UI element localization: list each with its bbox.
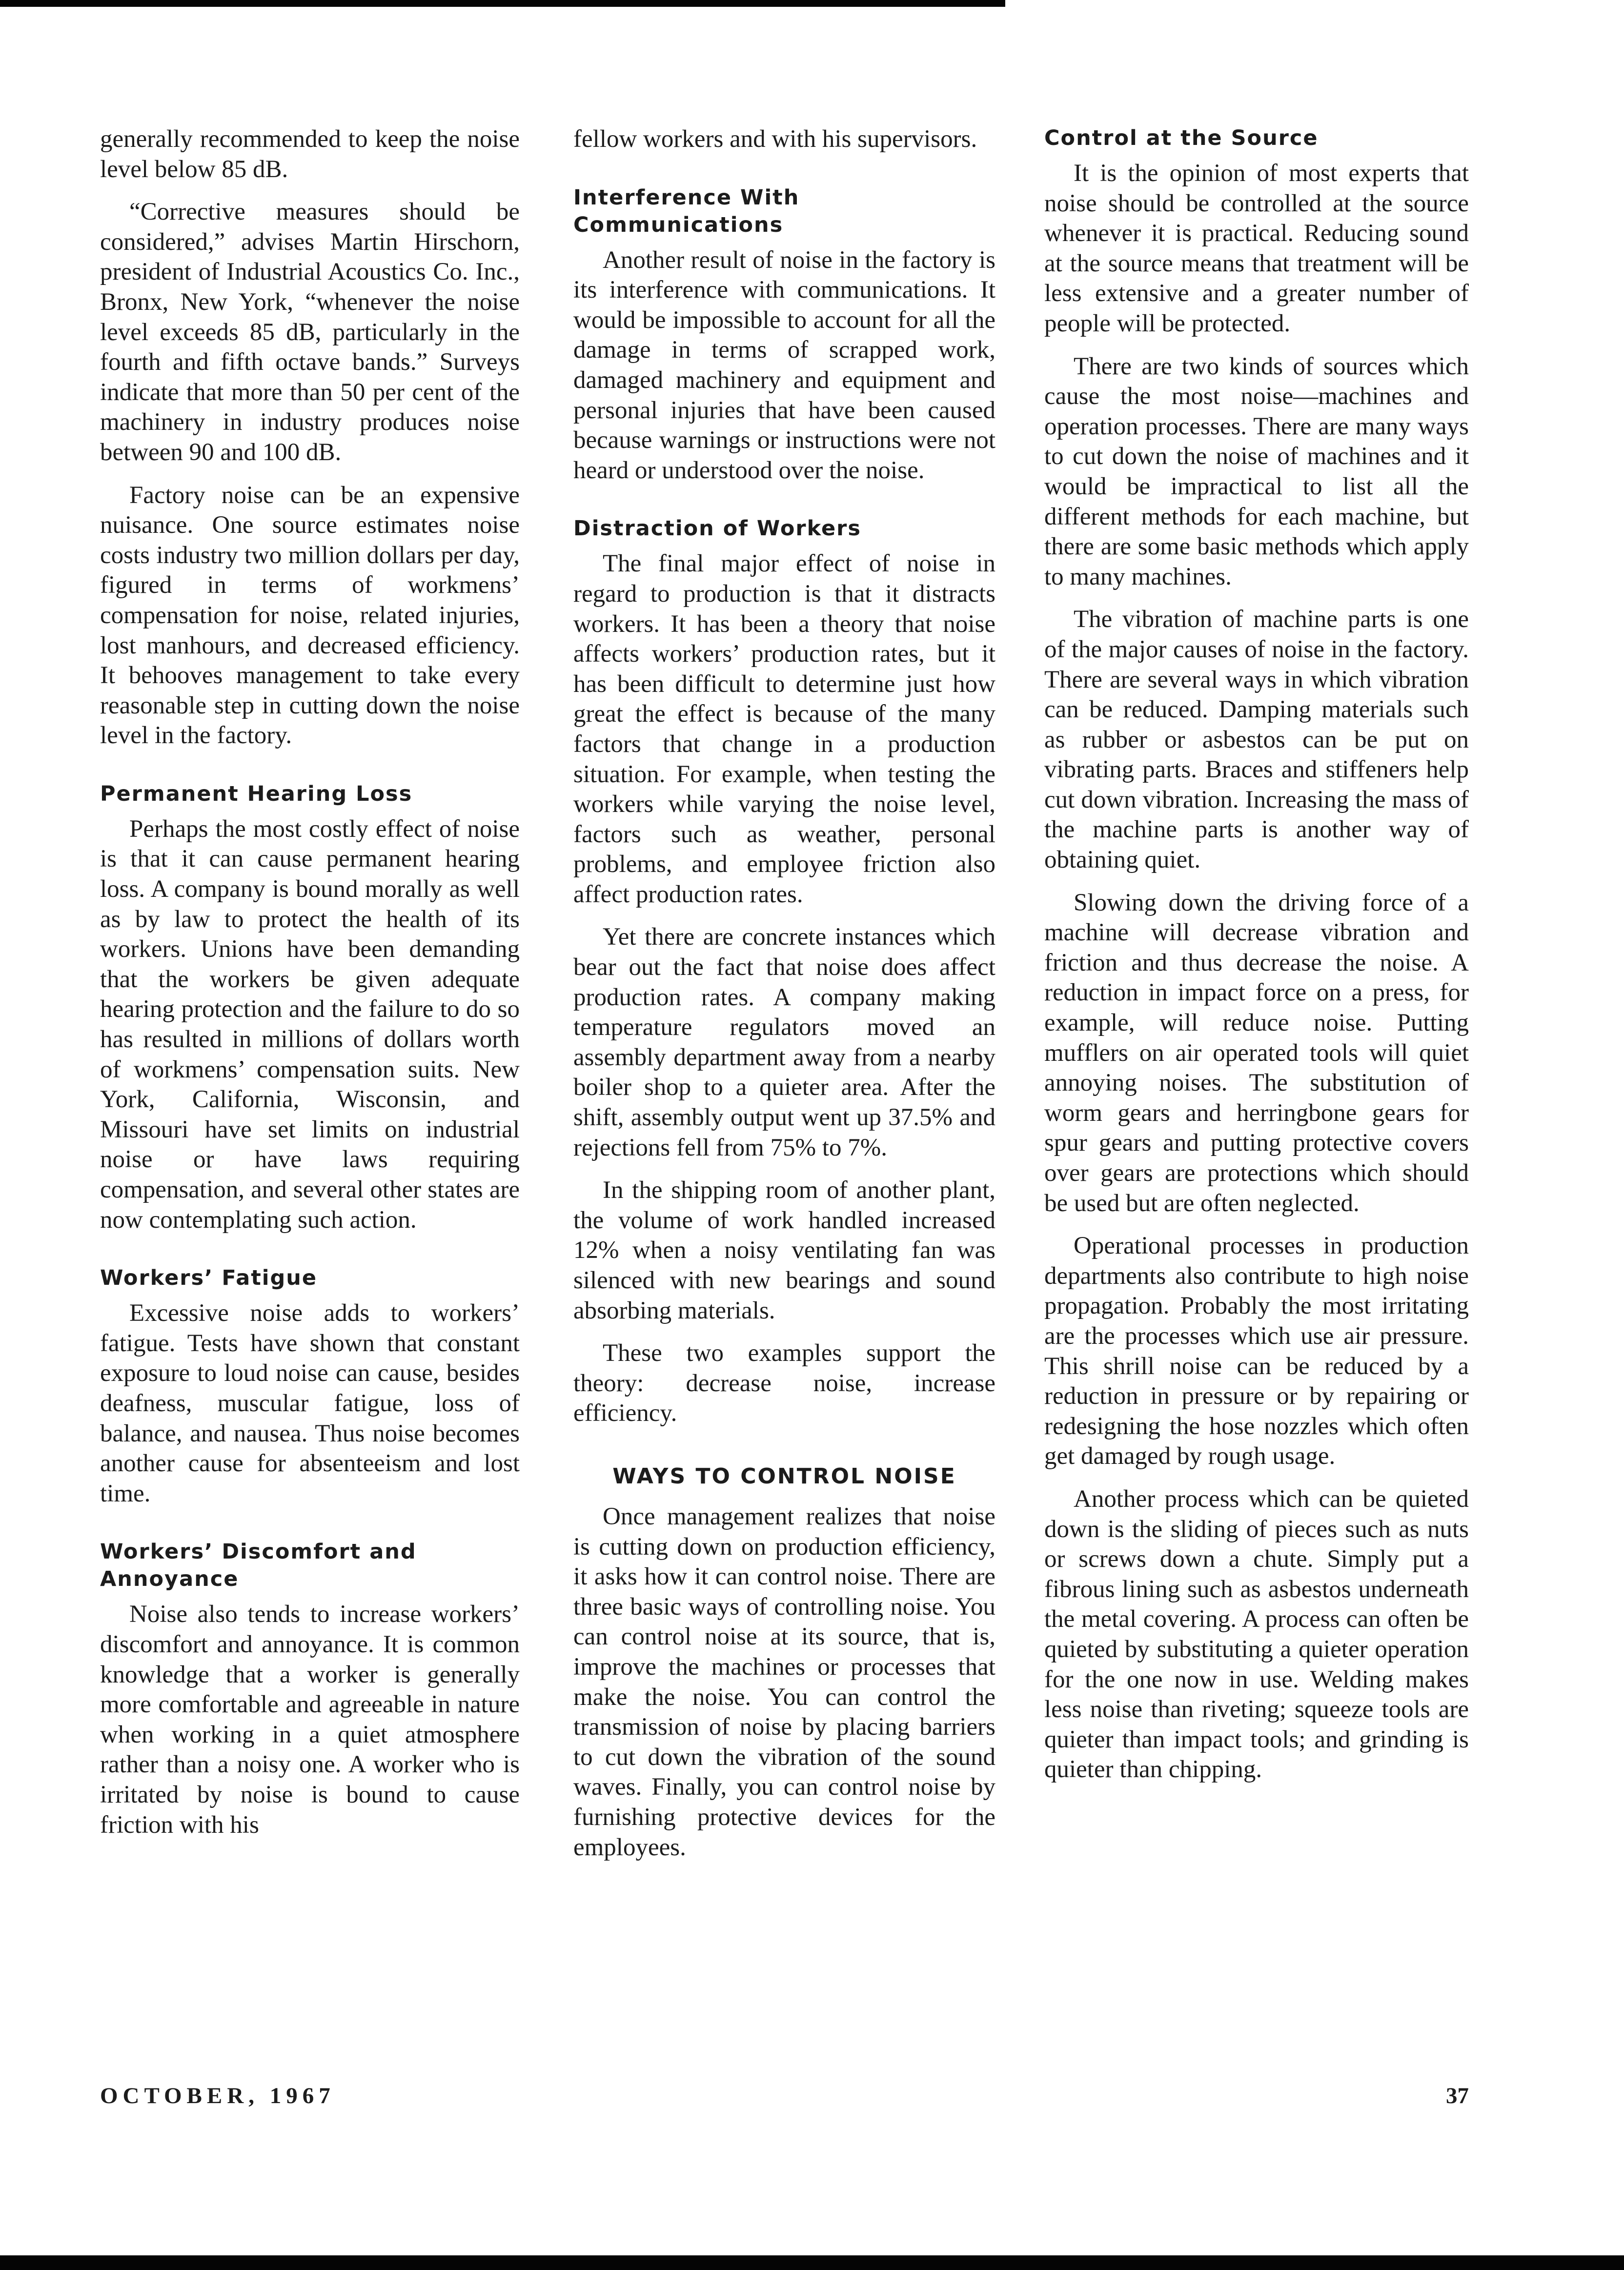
section-heading-control-at-source: Control at the Source bbox=[1044, 126, 1319, 150]
footer-date: OCTOBER, 1967 bbox=[100, 2083, 335, 2108]
paragraph: Excessive noise adds to workers’ fatigue. Tests have shown that constant exposure to loud noise can cause, besides deafness, muscular fatigue, loss of balance, and nausea. Thus noise becomes another cause for absenteeism and lost time. bbox=[100, 1299, 520, 1507]
paragraph: Slowing down the driving force of a machine will decrease vibration and friction and thus decrease the noise. A reduction in impact force on a press, for example, will reduce noise. Putting mufflers on air operated tools will quiet annoying noises. The substitution of worm gears and herringbone gears for spur gears and putting protective covers over gears are protections which should be used but are often neglected. bbox=[1044, 889, 1469, 1217]
paragraph: Yet there are concrete instances which bear out the fact that noise does affect production rates. A company making temperature regulators moved an assembly department away from a nearby boiler shop to a quieter area. After the shift, assembly output went up 37.5% and rejections fell from 75% to 7%. bbox=[573, 923, 995, 1161]
paragraph: The vibration of machine parts is one of the major causes of noise in the factory. There are several ways in which vibration can be reduced. Damping materials such as rubber or asbestos can be put on vibrating parts. Braces and stiffeners help cut down vibration. Increasing the mass of the machine parts is another way of obtaining quiet. bbox=[1044, 606, 1469, 874]
paragraph: It is the opinion of most experts that noise should be controlled at the source whenever it is practical. Reducing sound at the source means that treatment will be less extensive and a greater number of people will be protected. bbox=[1044, 160, 1469, 337]
major-heading-ways-to-control: WAYS TO CONTROL NOISE bbox=[612, 1463, 956, 1489]
column-2 bbox=[573, 124, 995, 1875]
paragraph: These two examples support the theory: decrease noise, increase efficiency. bbox=[573, 1339, 995, 1427]
bottom-edge-bar bbox=[0, 2255, 1624, 2270]
paragraph: Perhaps the most costly effect of noise is that it can cause permanent hearing loss. A company is bound morally as well as by law to protect the health of its workers. Unions have been demanding that the workers be given adequate hearing protection and the failure to do so has resulted in millions of dollars worth of workmens’ compensation suits. New York, California, Wisconsin, and Missouri have set limits on industrial noise or have laws requiring compensation, and several other states are now contemplating such action. bbox=[100, 815, 520, 1234]
paragraph: Another process which can be quieted down is the sliding of pieces such as nuts or screws down a chute. Simply put a fibrous lining such as asbestos underneath the metal covering. A process can often be quieted by substituting a quieter operation for the one now in use. Welding makes less noise than riveting; squeeze tools are quieter than impact tools; and grinding is quieter than chipping. bbox=[1044, 1485, 1469, 1784]
section-heading-hearing-loss: Permanent Hearing Loss bbox=[100, 781, 413, 806]
paragraph: generally recommended to keep the noise level below 85 dB. bbox=[100, 125, 520, 183]
section-heading-workers-fatigue: Workers’ Fatigue bbox=[100, 1266, 318, 1291]
column-3 bbox=[1044, 124, 1469, 1798]
paragraph: The final major effect of noise in regard to production is that it distracts workers. It has been a theory that noise affects workers’ production rates, but it has been difficult to determine just how great the effect is because of the many factors that change in a production situation. For example, when testing the workers while varying the noise level, factors such as weather, personal problems, and employee friction also affect production rates. bbox=[573, 550, 995, 908]
paragraph: Noise also tends to increase workers’ discomfort and annoyance. It is common knowledge that a worker is generally more comfortable and agreeable in nature when working in a quiet atmosphere rather than a noisy one. A worker who is irritated by noise is bound to cause friction with his bbox=[100, 1601, 520, 1839]
top-edge-rule bbox=[0, 0, 1005, 7]
paragraph: “Corrective measures should be considered,” advises Martin Hirschorn, president of Industrial Acoustics Co. Inc., Bronx, New York, “whenever the noise level exceeds 85 dB, particularly in the fourth and fifth octave bands.” Surveys indicate that more than 50 per cent of the machinery in industry produces noise between 90 and 100 dB. bbox=[100, 198, 520, 466]
paragraph: There are two kinds of sources which cause the most noise—machines and operation processes. There are many ways to cut down the noise of machines and it would be impractical to list all the different methods for each machine, but there are some basic methods which apply to many machines. bbox=[1044, 352, 1469, 590]
section-heading-interference: Interference With Communications bbox=[573, 185, 800, 237]
paragraph: fellow workers and with his supervisors. bbox=[573, 125, 977, 153]
paragraph: Another result of noise in the factory is its interference with communications. It would be impossible to account for all the damage in terms of scrapped work, damaged machinery and equipment and personal injuries that have been caused because warnings or instructions were not heard or understood over the noise. bbox=[573, 246, 995, 484]
section-heading-distraction: Distraction of Workers bbox=[573, 516, 861, 541]
section-heading-discomfort: Workers’ Discomfort and Annoyance bbox=[100, 1540, 417, 1592]
paragraph: Factory noise can be an expensive nuisance. One source estimates noise costs industry two million dollars per day, figured in terms of workmens’ compensation for noise, related injuries, lost manhours, and decreased efficiency. It behooves management to take every reasonable step in cutting down the noise level in the factory. bbox=[100, 481, 520, 750]
page-number: 37 bbox=[1446, 2083, 1469, 2108]
paragraph: Operational processes in production departments also contribute to high noise propagation. Probably the most irritating are the processes which use air pressure. This shrill noise can be reduced by a reduction in pressure or by repairing or redesigning the hose nozzles which often get damaged by rough usage. bbox=[1044, 1232, 1469, 1470]
column-1 bbox=[100, 124, 520, 1853]
paragraph: In the shipping room of another plant, the volume of work handled increased 12% when a noisy ventilating fan was silenced with new bearings and sound absorbing materials. bbox=[573, 1176, 995, 1324]
paragraph: Once management realizes that noise is cutting down on production efficiency, it asks how it can control noise. There are three basic ways of controlling noise. You can control noise at its source, that is, improve the machines or processes that make the noise. You can control the transmission of noise by placing barriers to cut down the vibration of the sound waves. Finally, you can control noise by furnishing protective devices for the employees. bbox=[573, 1502, 995, 1861]
